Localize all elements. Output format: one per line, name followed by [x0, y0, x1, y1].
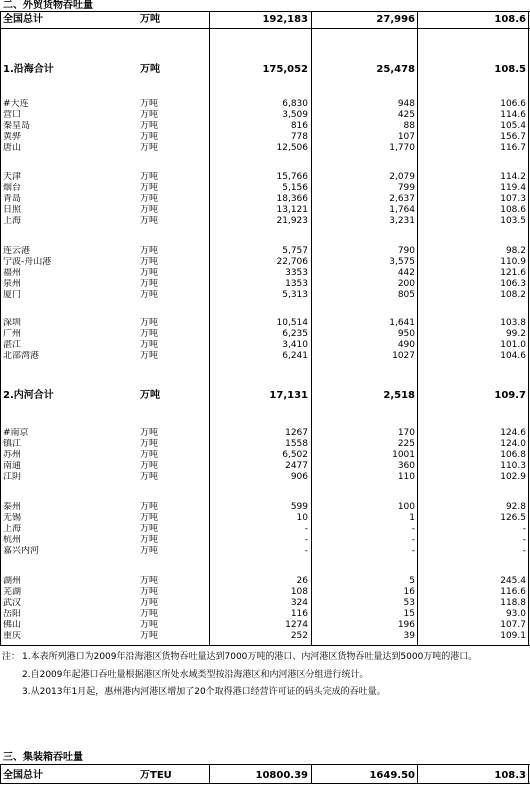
value-month: 196	[397, 620, 415, 630]
value-cumulative: 22,706	[276, 257, 308, 267]
grid-line	[311, 764, 312, 783]
unit: 万吨	[140, 351, 159, 361]
value-growth: 108.6	[500, 205, 526, 215]
note-3	[0, 686, 530, 699]
port-name: 泉州	[3, 279, 22, 289]
value-cumulative: 324	[290, 598, 308, 608]
value-growth: 108.6	[494, 14, 526, 25]
note-1	[0, 651, 530, 664]
table-row	[0, 62, 530, 77]
value-cumulative: 6,235	[282, 329, 308, 339]
value-cumulative: 10	[296, 513, 308, 523]
value-month: 1001	[392, 450, 415, 460]
value-cumulative: -	[304, 524, 308, 534]
value-month: 225	[397, 439, 415, 449]
value-growth: 126.5	[500, 513, 526, 523]
unit: 万吨	[140, 14, 160, 25]
value-growth: 119.4	[500, 183, 526, 193]
table-row	[0, 524, 530, 535]
value-cumulative: 17,131	[269, 390, 308, 401]
port-name: 烟台	[3, 183, 22, 193]
value-growth: 103.5	[500, 216, 526, 226]
value-growth: 109.1	[500, 631, 526, 641]
grid-line	[0, 28, 530, 29]
value-growth: 124.0	[500, 439, 526, 449]
port-name: 江阴	[3, 472, 22, 482]
value-cumulative: 192,183	[262, 14, 308, 25]
value-month: 790	[397, 246, 415, 256]
table-row	[0, 268, 530, 279]
unit: 万吨	[140, 513, 159, 523]
value-month: 1,764	[389, 205, 415, 215]
value-month: 3,231	[389, 216, 415, 226]
table-row	[0, 12, 530, 27]
value-growth: 121.6	[500, 268, 526, 278]
value-cumulative: 816	[290, 121, 308, 131]
table-row	[0, 620, 530, 631]
unit: 万吨	[140, 609, 159, 619]
note-text-2: 2.自2009年起港口吞吐量根据港区所处水域类型按沿海港区和内河港区分组进行统计。	[22, 670, 369, 680]
port-name: 湛江	[3, 340, 22, 350]
value-month: 1	[409, 513, 415, 523]
value-cumulative: 2477	[285, 461, 308, 471]
value-cumulative: 15,766	[276, 172, 308, 182]
value-month: 27,996	[376, 14, 415, 25]
table-row	[0, 110, 530, 121]
unit: 万吨	[140, 329, 159, 339]
value-month: 5	[409, 576, 415, 586]
port-name: 湖州	[3, 576, 22, 586]
value-growth: 106.3	[500, 279, 526, 289]
unit: 万吨	[140, 64, 160, 75]
unit: 万吨	[140, 587, 159, 597]
value-month: 805	[397, 290, 415, 300]
port-name: 广州	[3, 329, 22, 339]
unit: 万TEU	[140, 770, 172, 781]
value-cumulative: 175,052	[262, 64, 308, 75]
port-name: 天津	[3, 172, 22, 182]
value-month: 3,575	[389, 257, 415, 267]
port-name: 武汉	[3, 598, 22, 608]
port-name: 2.内河合计	[3, 390, 54, 401]
unit: 万吨	[140, 576, 159, 586]
port-name: 日照	[3, 205, 22, 215]
value-cumulative: 1274	[285, 620, 308, 630]
table-row	[0, 318, 530, 329]
grid-line	[0, 11, 530, 12]
value-cumulative: 18,366	[276, 194, 308, 204]
grid-line	[311, 11, 312, 645]
value-growth: 104.6	[500, 351, 526, 361]
value-month: 200	[397, 279, 415, 289]
table-row	[0, 609, 530, 620]
port-name: 深圳	[3, 318, 22, 328]
value-cumulative: 1267	[285, 428, 308, 438]
value-cumulative: 116	[290, 609, 308, 619]
value-cumulative: 21,923	[276, 216, 308, 226]
port-name: 黄骅	[3, 132, 22, 142]
unit: 万吨	[140, 99, 159, 109]
value-cumulative: 778	[290, 132, 308, 142]
value-cumulative: 3,410	[282, 340, 308, 350]
port-name: 杭州	[3, 535, 22, 545]
value-month: 170	[397, 428, 415, 438]
port-name: 上海	[3, 524, 22, 534]
value-cumulative: 5,313	[282, 290, 308, 300]
unit: 万吨	[140, 318, 159, 328]
table-row	[0, 576, 530, 587]
table-row	[0, 172, 530, 183]
table-row	[0, 143, 530, 154]
unit: 万吨	[140, 172, 159, 182]
unit: 万吨	[140, 290, 159, 300]
value-cumulative: 599	[290, 502, 308, 512]
value-growth: 245.4	[500, 576, 526, 586]
unit: 万吨	[140, 472, 159, 482]
unit: 万吨	[140, 535, 159, 545]
port-name: 南通	[3, 461, 22, 471]
unit: 万吨	[140, 268, 159, 278]
port-name: 连云港	[3, 246, 31, 256]
section-title-container	[0, 751, 530, 764]
note-label: 注：	[2, 652, 21, 662]
value-growth: 106.6	[500, 99, 526, 109]
value-month: 107	[397, 132, 415, 142]
table-row	[0, 768, 530, 783]
value-month: -	[411, 524, 415, 534]
port-name: #大连	[3, 99, 29, 109]
value-growth: 102.9	[500, 472, 526, 482]
table-row	[0, 450, 530, 461]
unit: 万吨	[140, 502, 159, 512]
port-name: 岳阳	[3, 609, 22, 619]
unit: 万吨	[140, 194, 159, 204]
value-cumulative: -	[304, 546, 308, 556]
port-name: 镇江	[3, 439, 22, 449]
port-name: 秦皇岛	[3, 121, 31, 131]
grid-line	[0, 645, 530, 646]
value-growth: 107.3	[500, 194, 526, 204]
unit: 万吨	[140, 183, 159, 193]
table-row	[0, 502, 530, 513]
table-row	[0, 461, 530, 472]
table-row	[0, 279, 530, 290]
value-growth: 108.3	[494, 770, 526, 781]
grid-line	[0, 11, 1, 645]
table-row	[0, 428, 530, 439]
value-month: 1,770	[389, 143, 415, 153]
value-month: 16	[403, 587, 415, 597]
value-month: -	[411, 546, 415, 556]
table-row	[0, 340, 530, 351]
unit: 万吨	[140, 620, 159, 630]
table-row	[0, 513, 530, 524]
table-row	[0, 439, 530, 450]
value-cumulative: 12,506	[276, 143, 308, 153]
value-cumulative: 13,121	[276, 205, 308, 215]
unit: 万吨	[140, 121, 159, 131]
value-cumulative: 6,241	[282, 351, 308, 361]
value-growth: 108.5	[494, 64, 526, 75]
port-name: 无锡	[3, 513, 22, 523]
port-name: 佛山	[3, 620, 22, 630]
value-cumulative: 1558	[285, 439, 308, 449]
port-name: 唐山	[3, 143, 22, 153]
grid-line	[528, 764, 529, 783]
value-month: 1649.50	[369, 770, 415, 781]
value-cumulative: 6,502	[282, 450, 308, 460]
value-cumulative: 252	[290, 631, 308, 641]
table-row	[0, 216, 530, 227]
value-cumulative: 26	[296, 576, 308, 586]
value-month: 110	[397, 472, 415, 482]
value-cumulative: 10800.39	[255, 770, 308, 781]
port-name: 重庆	[3, 631, 22, 641]
table-row	[0, 132, 530, 143]
unit: 万吨	[140, 246, 159, 256]
value-month: 442	[397, 268, 415, 278]
table-row	[0, 121, 530, 132]
value-cumulative: 5,156	[282, 183, 308, 193]
unit: 万吨	[140, 143, 159, 153]
unit: 万吨	[140, 257, 159, 267]
table-row	[0, 351, 530, 362]
unit: 万吨	[140, 340, 159, 350]
value-cumulative: 3353	[285, 268, 308, 278]
table-row	[0, 290, 530, 301]
value-month: 799	[397, 183, 415, 193]
value-growth: 93.0	[505, 609, 526, 619]
port-name: 厦门	[3, 290, 22, 300]
table-row	[0, 246, 530, 257]
value-cumulative: 6,830	[282, 99, 308, 109]
unit: 万吨	[140, 390, 160, 401]
table-row	[0, 205, 530, 216]
port-name: 宁波-舟山港	[3, 257, 52, 267]
grid-line	[0, 764, 530, 765]
value-growth: 105.4	[500, 121, 526, 131]
unit: 万吨	[140, 546, 159, 556]
port-name: 全国总计	[3, 770, 43, 781]
value-growth: 109.7	[494, 390, 526, 401]
value-growth: -	[522, 535, 526, 545]
unit: 万吨	[140, 205, 159, 215]
value-month: 53	[403, 598, 415, 608]
value-cumulative: 1353	[285, 279, 308, 289]
value-growth: 114.6	[500, 110, 526, 120]
value-month: 2,518	[383, 390, 415, 401]
section-title-text: 二、外贸货物吞吐量	[3, 0, 93, 11]
value-growth: 118.8	[500, 598, 526, 608]
unit: 万吨	[140, 110, 159, 120]
value-month: 25,478	[376, 64, 415, 75]
value-month: 88	[403, 121, 415, 131]
table-row	[0, 598, 530, 609]
port-name: 北部湾港	[3, 351, 40, 361]
value-month: 948	[397, 99, 415, 109]
port-name: 福州	[3, 268, 22, 278]
value-growth: 114.2	[500, 172, 526, 182]
value-growth: 107.7	[500, 620, 526, 630]
unit: 万吨	[140, 132, 159, 142]
grid-line	[417, 11, 418, 645]
unit: 万吨	[140, 279, 159, 289]
value-cumulative: -	[304, 535, 308, 545]
value-month: -	[411, 535, 415, 545]
grid-line	[417, 764, 418, 783]
port-name: 营口	[3, 110, 22, 120]
table-row	[0, 99, 530, 110]
value-growth: 116.7	[500, 143, 526, 153]
table-row	[0, 631, 530, 642]
table-row	[0, 257, 530, 268]
grid-line	[528, 11, 529, 645]
grid-line	[209, 11, 210, 645]
port-name: #南京	[3, 428, 29, 438]
value-growth: 124.6	[500, 428, 526, 438]
table-row	[0, 388, 530, 403]
note-text-1: 1.本表所列港口为2009年沿海港区货物吞吐量达到7000万吨的港口、内河港区货物吞吐量达到5000万吨的港口。	[22, 652, 478, 662]
value-growth: 98.2	[505, 246, 526, 256]
table-row	[0, 535, 530, 546]
table-row	[0, 194, 530, 205]
value-growth: 99.2	[505, 329, 526, 339]
table-row	[0, 183, 530, 194]
port-name: 泰州	[3, 502, 22, 512]
value-growth: 116.6	[500, 587, 526, 597]
value-growth: 110.9	[500, 257, 526, 267]
value-cumulative: 10,514	[276, 318, 308, 328]
value-month: 15	[403, 609, 415, 619]
value-month: 360	[397, 461, 415, 471]
grid-line	[209, 764, 210, 783]
note-2	[0, 669, 530, 682]
value-month: 425	[397, 110, 415, 120]
port-name: 苏州	[3, 450, 22, 460]
unit: 万吨	[140, 428, 159, 438]
unit: 万吨	[140, 598, 159, 608]
table-row	[0, 329, 530, 340]
unit: 万吨	[140, 524, 159, 534]
value-month: 100	[397, 502, 415, 512]
section-title-text: 三、集装箱吞吐量	[3, 752, 83, 763]
note-text-3: 3.从2013年1月起，惠州港内河港区增加了20个取得港口经营许可证的码头完成的吞吐量。	[22, 687, 386, 697]
value-growth: 92.8	[505, 502, 526, 512]
value-growth: 103.8	[500, 318, 526, 328]
value-growth: 108.2	[500, 290, 526, 300]
port-name: 芜湖	[3, 587, 22, 597]
unit: 万吨	[140, 216, 159, 226]
value-month: 39	[403, 631, 415, 641]
value-growth: 110.3	[500, 461, 526, 471]
value-month: 2,637	[389, 194, 415, 204]
unit: 万吨	[140, 631, 159, 641]
value-growth: -	[522, 546, 526, 556]
table-row	[0, 472, 530, 483]
unit: 万吨	[140, 439, 159, 449]
value-growth: 106.8	[500, 450, 526, 460]
port-name: 嘉兴内河	[3, 546, 40, 556]
value-growth: -	[522, 524, 526, 534]
table-row	[0, 546, 530, 557]
value-month: 1,641	[389, 318, 415, 328]
value-cumulative: 108	[290, 587, 308, 597]
table-row	[0, 587, 530, 598]
value-growth: 156.7	[500, 132, 526, 142]
value-cumulative: 5,757	[282, 246, 308, 256]
port-name: 1.沿海合计	[3, 64, 54, 75]
value-month: 950	[397, 329, 415, 339]
value-month: 490	[397, 340, 415, 350]
value-cumulative: 906	[290, 472, 308, 482]
port-name: 青岛	[3, 194, 22, 204]
value-month: 2,079	[389, 172, 415, 182]
unit: 万吨	[140, 461, 159, 471]
grid-line	[0, 764, 1, 783]
grid-line	[0, 783, 530, 784]
port-name: 全国总计	[3, 14, 43, 25]
unit: 万吨	[140, 450, 159, 460]
value-cumulative: 3,509	[282, 110, 308, 120]
value-month: 1027	[392, 351, 415, 361]
value-growth: 101.0	[500, 340, 526, 350]
port-name: 上海	[3, 216, 22, 226]
